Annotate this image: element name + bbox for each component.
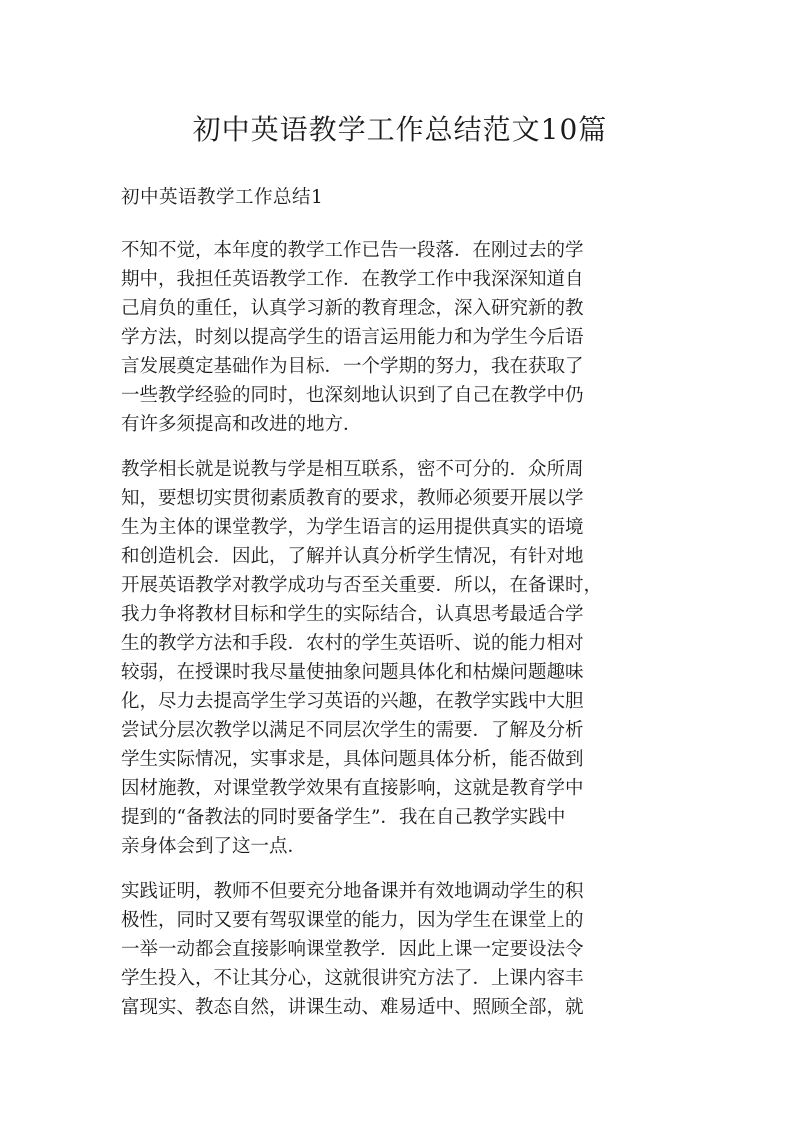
text-line: 学生投入，不让其分心，这就很讲究方法了．上课内容丰	[121, 968, 584, 989]
text-line: 因材施教，对课堂教学效果有直接影响，这就是教育学中	[121, 778, 584, 799]
text-line: 提到的“备教法的同时要备学生”．我在自己教学实践中	[121, 807, 566, 828]
text-line: 实践证明，教师不但要充分地备课并有效地调动学生的积	[121, 881, 584, 902]
text-line: 化，尽力去提高学生学习英语的兴趣，在教学实践中大胆	[121, 691, 584, 712]
text-line: 己肩负的重任，认真学习新的教育理念，深入研究新的教	[121, 298, 584, 319]
text-line: 生的教学方法和手段．农村的学生英语听、说的能力相对	[121, 633, 584, 654]
section-heading: 初中英语教学工作总结1	[121, 187, 324, 208]
text-line: 不知不觉，本年度的教学工作已告一段落．在刚过去的学	[121, 240, 584, 261]
text-line: 我力争将教材目标和学生的实际结合，认真思考最适合学	[121, 604, 584, 625]
paragraph-3	[121, 877, 681, 1022]
text-line: 和创造机会．因此，了解并认真分析学生情况，有针对地	[121, 546, 584, 567]
text-line: 一举一动都会直接影响课堂教学．因此上课一定要设法令	[121, 939, 584, 960]
text-line: 富现实、教态自然，讲课生动、难易适中、照顾全部，就	[121, 997, 584, 1018]
text-line: 言发展奠定基础作为目标．一个学期的努力，我在获取了	[121, 356, 584, 377]
text-line: 一些教学经验的同时，也深刻地认识到了自己在教学中仍	[121, 385, 584, 406]
text-line: 学方法，时刻以提高学生的语言运用能力和为学生今后语	[121, 327, 584, 348]
text-line: 亲身体会到了这一点．	[121, 836, 307, 857]
text-line: 开展英语教学对教学成功与否至关重要．所以，在备课时，	[121, 575, 603, 596]
paragraph-2	[121, 455, 681, 861]
text-line: 尝试分层次教学以满足不同层次学生的需要．了解及分析	[121, 720, 584, 741]
text-line: 生为主体的课堂教学，为学生语言的运用提供真实的语境	[121, 517, 584, 538]
text-line: 有许多须提高和改进的地方．	[121, 414, 362, 435]
document-title: 初中英语教学工作总结范文10篇	[192, 113, 608, 146]
text-line: 知，要想切实贯彻素质教育的要求，教师必须要开展以学	[121, 488, 584, 509]
text-line: 极性，同时又要有驾驭课堂的能力，因为学生在课堂上的	[121, 910, 584, 931]
paragraph-1	[121, 236, 681, 439]
text-line: 学生实际情况，实事求是，具体问题具体分析，能否做到	[121, 749, 584, 770]
text-line: 较弱，在授课时我尽量使抽象问题具体化和枯燥问题趣味	[121, 662, 584, 683]
text-line: 期中，我担任英语教学工作．在教学工作中我深深知道自	[121, 269, 584, 290]
text-line: 教学相长就是说教与学是相互联系，密不可分的．众所周	[121, 459, 584, 480]
